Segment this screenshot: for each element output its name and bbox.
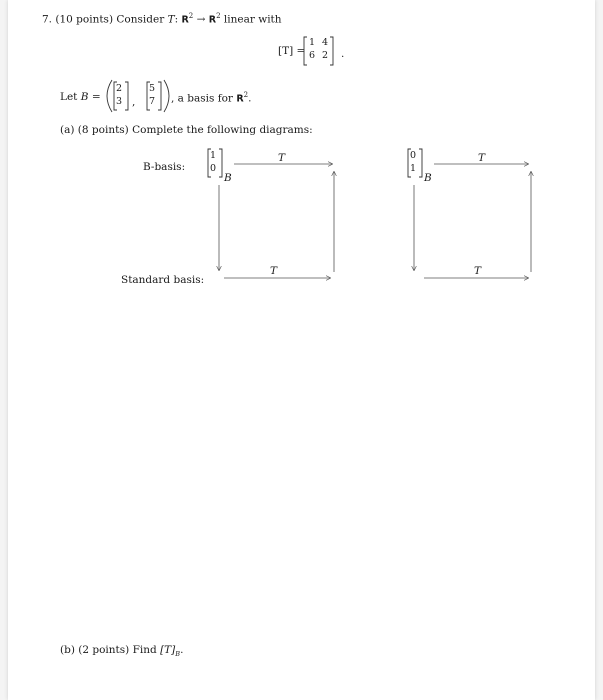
matrix-cell: 1 [308, 37, 316, 48]
problem-heading: 7. (10 points) Consider T: $R^2 \to R^2$ linear with [42, 12, 282, 26]
basis-description: , a basis for $R^2$. [171, 91, 252, 105]
d2-bracket-left [408, 149, 411, 177]
diagram2-bottom-T: T [474, 265, 482, 277]
matrix-label: [T] = [278, 45, 306, 57]
v1-bracket-left [114, 82, 117, 110]
v2-bracket-left [147, 82, 150, 110]
vector-entry: 1 [409, 163, 417, 174]
diagram1-top-T: T [278, 152, 286, 164]
problem-points: (10 points) [55, 13, 114, 26]
problem-number: 7. [42, 13, 53, 26]
vector-entry: 0 [409, 150, 417, 161]
b-basis-label: B-basis: [143, 161, 186, 173]
diagram1-subscript: B [224, 172, 232, 184]
document-page [8, 0, 595, 700]
d1-bracket-left [208, 149, 211, 177]
matrix-cell: 6 [308, 50, 316, 61]
d2-bracket-right [419, 149, 422, 177]
vector-entry: 1 [209, 150, 217, 161]
v2-bracket-right [158, 82, 161, 110]
vector-entry: 5 [148, 83, 156, 94]
matrix-end: . [341, 48, 345, 60]
basis-let: Let B = [60, 91, 101, 103]
matrix-cell: 2 [321, 50, 329, 61]
basis-right-paren [164, 80, 169, 112]
vector-entry: 7 [148, 96, 156, 107]
basis-left-paren [107, 80, 112, 112]
matrix-cell: 4 [321, 37, 329, 48]
matrix-right-bracket [330, 37, 333, 65]
v1-bracket-right [125, 82, 128, 110]
d1-bracket-right [219, 149, 222, 177]
diagram1-bottom-T: T [270, 265, 278, 277]
basis-comma: , [132, 96, 136, 108]
diagram-lines [8, 0, 595, 700]
matrix-left-bracket [304, 37, 307, 65]
diagram2-subscript: B [424, 172, 432, 184]
diagram2-top-T: T [478, 152, 486, 164]
vector-entry: 3 [115, 96, 123, 107]
part-a-heading: (a) (8 points) Complete the following diagrams: [60, 124, 313, 136]
vector-entry: 0 [209, 163, 217, 174]
vector-entry: 2 [115, 83, 123, 94]
part-b-heading: (b) (2 points) Find $[T]_B$. [60, 644, 184, 659]
standard-basis-label: Standard basis: [121, 274, 205, 286]
